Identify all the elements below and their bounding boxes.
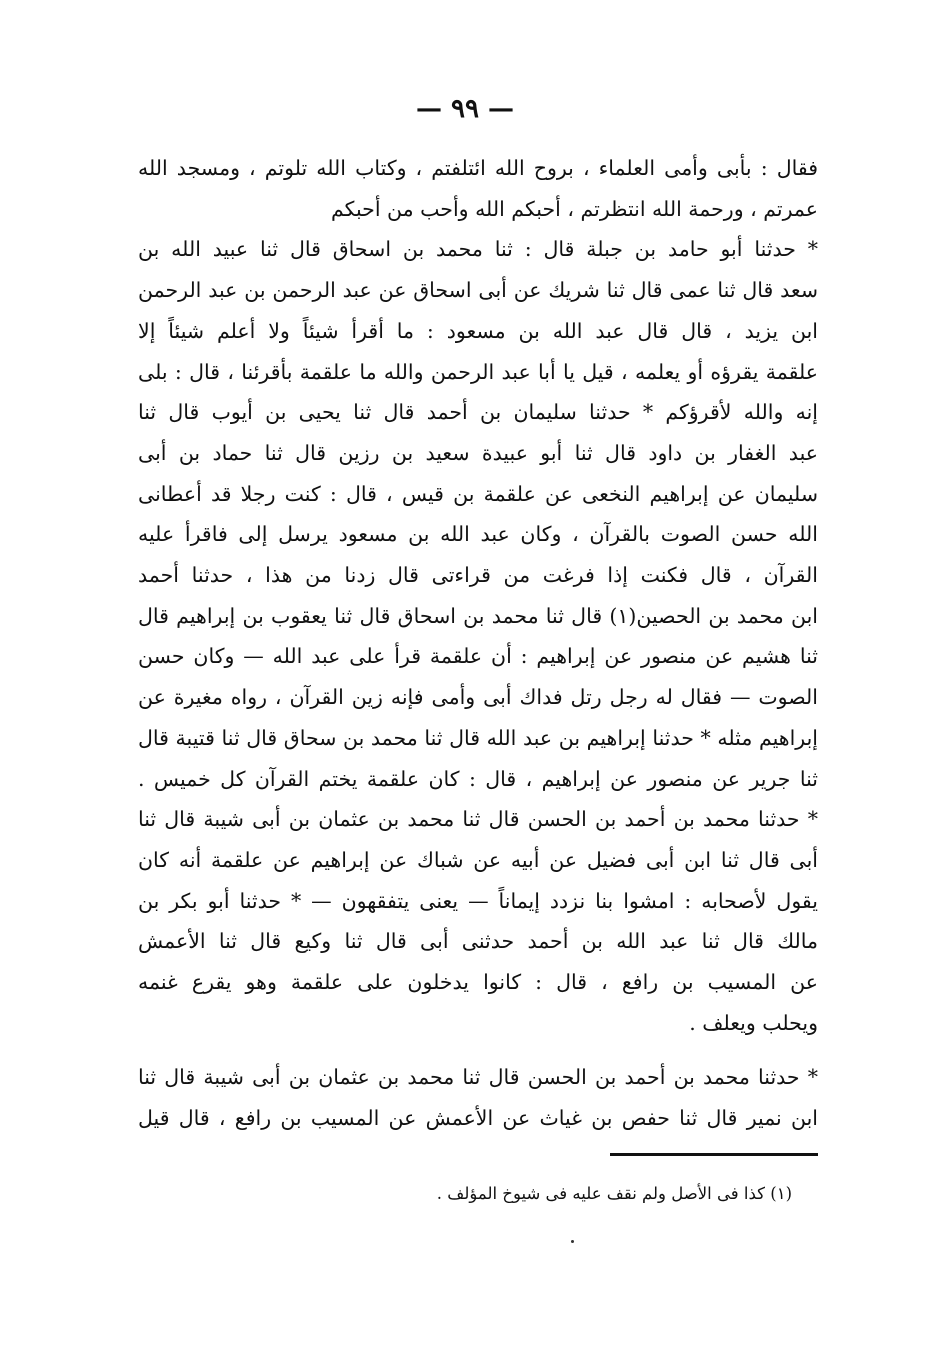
text-line: ثنا هشيم عن منصور عن إبراهيم : أن علقمة قرأ على عبد الله — وكان حسن	[138, 644, 818, 669]
text-line: سليمان عن إبراهيم النخعى عن علقمة بن قيس ، قال : كنت رجلا قد أعطانى	[138, 481, 818, 506]
body-text	[138, 148, 818, 1139]
text-line: القرآن ، قال فكنت إذا فرغت من قراءتى قال زدنا من هذا ، حدثنا أحمد	[138, 563, 818, 588]
print-speck	[571, 1240, 574, 1243]
footnote: (١) كذا فى الأصل ولم نقف عليه فى شيوخ المؤلف .	[436, 1184, 792, 1203]
text-line: ابن محمد بن الحصين(١) قال ثنا محمد بن اسحاق قال ثنا يعقوب بن إبراهيم قال	[138, 603, 818, 628]
text-line: إنه والله لأقرؤكم * حدثنا سليمان بن أحمد قال ثنا يحيى بن أيوب قال ثنا	[138, 400, 818, 425]
text-line: ويحلب ويعلف .	[689, 1010, 818, 1035]
footnote-divider	[610, 1153, 818, 1156]
text-line: سعد قال ثنا عمى قال ثنا شريك عن أبى اسحاق عن عبد الرحمن بن عبد الرحمن	[138, 278, 818, 303]
text-line: يقول لأصحابه : امشوا بنا نزدد إيماناً — يعنى يتفقهون — * حدثنا أبو بكر بن	[138, 888, 818, 913]
page-number: — ٩٩ —	[415, 94, 515, 124]
paragraph	[138, 1057, 818, 1138]
paragraph-spacer	[138, 1043, 818, 1057]
text-line: الله حسن الصوت بالقرآن ، وكان عبد الله بن مسعود يرسل إلى فاقرأ عليه	[138, 522, 818, 547]
text-line: عبد الغفار بن داود قال ثنا أبو عبيدة سعيد بن رزين قال ثنا حماد بن أبى	[138, 440, 818, 465]
paragraph	[138, 799, 818, 1043]
text-line: * حدثنا محمد بن أحمد بن الحسن قال ثنا محمد بن عثمان بن أبى شيبة قال ثنا	[138, 807, 818, 832]
paragraph	[138, 148, 818, 229]
text-line: الصوت — فقال له رجل رتل فداك أبى وأمى فإنه زين القرآن ، رواه مغيرة عن	[138, 685, 818, 710]
text-line: أبى قال ثنا ابن أبى فضيل عن أبيه عن شباك عن إبراهيم عن علقمة أنه كان	[138, 847, 818, 872]
text-line: ثنا جرير عن منصور عن إبراهيم ، قال : كان علقمة يختم القرآن كل خميس .	[138, 766, 818, 791]
text-line: * حدثنا أبو حامد بن جبلة قال : ثنا محمد بن اسحاق قال ثنا عبيد الله بن	[138, 237, 818, 262]
text-line: ابن يزيد ، قال قال عبد الله بن مسعود : ما أقرأ شيئاً ولا أعلم شيئاً إلا	[138, 318, 818, 343]
text-line: فقال : بأبى وأمى العلماء ، بروح الله ائتلفتم ، وكتاب الله تلوتم ، ومسجد الله	[138, 156, 818, 180]
paragraph	[138, 229, 818, 799]
text-line: * حدثنا محمد بن أحمد بن الحسن قال ثنا محمد بن عثمان بن أبى شيبة قال ثنا	[138, 1065, 818, 1090]
text-line: علقمة يقرؤه أو يعلمه ، قيل يا أبا عبد الرحمن والله ما علقمة بأقرئنا ، قال : بلى	[138, 359, 818, 384]
text-line: عن المسيب بن رافع ، قال : كانوا يدخلون على علقمة وهو يقرع غنمه	[138, 970, 818, 995]
text-line: عمرتم ، ورحمة الله انتظرتم ، أحبكم الله وأحب من أحبكم	[331, 196, 818, 221]
text-line: ابن نمير قال ثنا حفص بن غياث عن الأعمش عن المسيب بن رافع ، قال قيل	[138, 1106, 818, 1131]
text-line: مالك قال ثنا عبد الله بن أحمد حدثنى أبى قال ثنا وكيع قال ثنا الأعمش	[138, 929, 818, 954]
text-line: إبراهيم مثله * حدثنا إبراهيم بن عبد الله قال ثنا محمد بن سحاق قال ثنا قتيبة قال	[138, 725, 818, 750]
